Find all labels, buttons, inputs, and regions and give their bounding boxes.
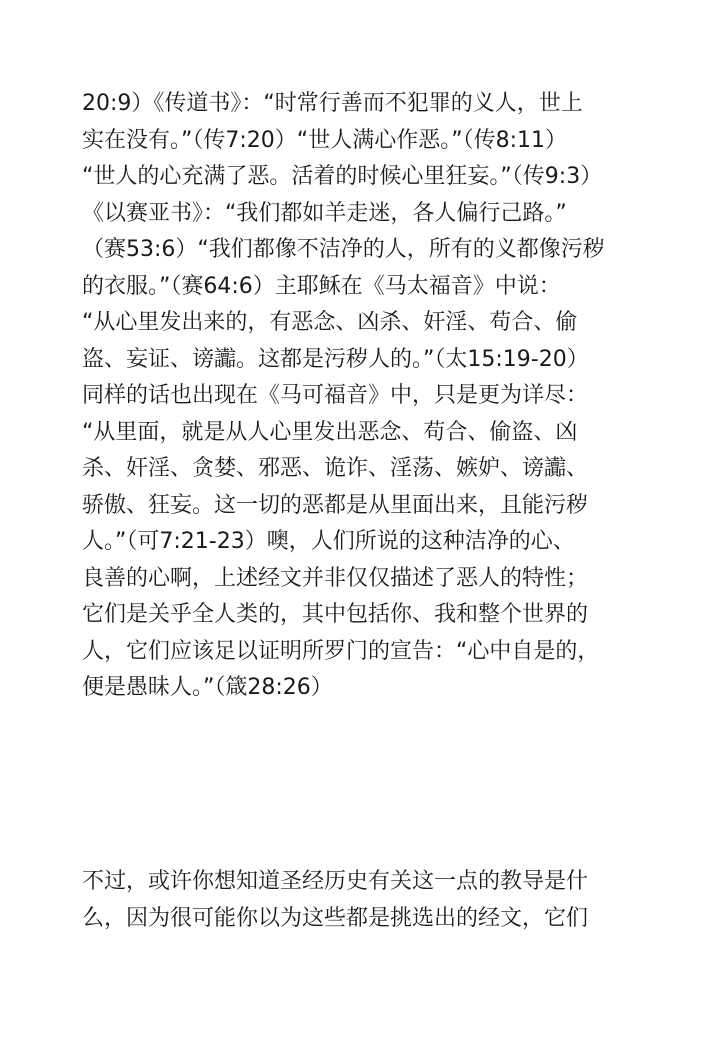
text-line: 它们是关乎全人类的，其中包括你、我和整个世界的 [82, 602, 589, 627]
text-line: 盗、妄证、谤讟。这都是污秽人的。”（太15:19-20） [82, 346, 589, 372]
paragraph-1 [82, 86, 662, 707]
text-line: （赛53:6）“我们都像不洁净的人，所有的义都像污秽 [82, 237, 605, 262]
text-line: 的衣服。”（赛64:6）主耶稣在《马太福音》中说： [82, 273, 561, 299]
text-line: 《以赛亚书》：“我们都如羊走迷，各人偏行己路。” [82, 200, 567, 226]
text-line: 不过，或许你想知道圣经历史有关这一点的教导是什 [82, 869, 589, 894]
text-line: 人，它们应该足以证明所罗门的宣告：“心中自是的， [82, 638, 600, 664]
text-line: 良善的心啊，上述经文并非仅仅描述了恶人的特性； [82, 565, 589, 591]
paragraph-2 [82, 864, 662, 937]
text-line: 杀、奸淫、贪婪、邪恶、诡诈、淫荡、嫉妒、谤讟、 [82, 456, 589, 481]
text-line: 便是愚昧人。”（箴28:26） [82, 675, 333, 700]
text-line: “从里面，就是从人心里发出恶念、苟合、偷盗、凶 [82, 419, 578, 445]
text-line: “世人的心充满了恶。活着的时候心里狂妄。”（传9:3） [82, 164, 603, 189]
text-line: 20:9）《传道书》：“时常行善而不犯罪的义人，世上 [82, 91, 583, 116]
text-line: 么，因为很可能你以为这些都是挑选出的经文，它们 [82, 905, 589, 931]
text-line: 同样的话也出现在《马可福音》中，只是更为详尽： [82, 383, 589, 408]
text-line: 人。”（可7:21-23）噢，人们所说的这种洁净的心、 [82, 529, 575, 554]
text-line: 骄傲、狂妄。这一切的恶都是从里面出来，且能污秽 [82, 492, 589, 518]
text-line: 实在没有。”（传7:20）“世人满心作恶。”（传8:11） [82, 127, 568, 153]
text-line: “从心里发出来的，有恶念、凶杀、奸淫、苟合、偷 [82, 310, 578, 335]
